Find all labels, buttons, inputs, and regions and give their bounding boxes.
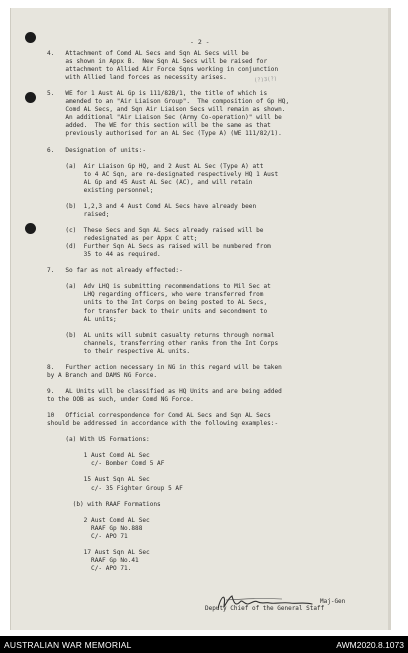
document-line	[47, 275, 377, 283]
document-line	[47, 219, 377, 227]
document-line	[47, 509, 377, 517]
document-line: redesignated as per Appx C att;	[47, 235, 198, 243]
document-line: existing personnel;	[47, 186, 154, 194]
document-line	[47, 428, 377, 436]
document-line: with Allied land forces as necessity arises.	[47, 74, 227, 82]
document-line: (c) These Secs and Sqn AL Secs already raised will be	[47, 227, 264, 235]
document-line: 15 Aust Sqn AL Sec	[47, 476, 150, 484]
document-line: c/- 35 Fighter Group 5 AF	[47, 484, 183, 492]
document-line: to their respective AL units.	[47, 347, 191, 355]
document-line: should be addressed in accordance with the following examples:-	[47, 420, 279, 428]
document-line	[47, 324, 377, 332]
document-line	[47, 259, 377, 267]
document-line: 6. Designation of units:-	[47, 146, 147, 154]
document-line: (a) With US Formations:	[47, 436, 150, 444]
document-line: as shown in Appx B. New Sqn AL Secs will be raised for	[47, 58, 268, 66]
footer-accession-number: AWM2020.8.1073	[336, 640, 404, 650]
document-line: c/- Bomber Comd 5 AF	[47, 460, 165, 468]
document-line: 5. WE for 1 Aust AL Gp is 111/82B/1, the title of which is	[47, 90, 268, 98]
document-line: by A Branch and DAMS NG Force.	[47, 371, 158, 379]
document-line: units to the Int Corps on being posted to AL Secs,	[47, 299, 268, 307]
document-line: 4. Attachment of Comd AL Secs and Sqn AL Secs will be	[47, 50, 249, 57]
document-line: 8. Further action necessary in NG in this regard will be taken	[47, 363, 282, 371]
document-line: to the OOB as such, under Comd NG Force.	[47, 396, 194, 404]
document-line: 1 Aust Comd AL Sec	[47, 452, 150, 460]
document-line: RAAF Gp No.888	[47, 524, 143, 532]
document-line: to 4 AC Sqn, are re-designated respectively HQ 1 Aust	[47, 170, 279, 178]
document-line: 35 to 44 as required.	[47, 251, 161, 259]
document-line: amended to an "Air Liaison Group". The composition of Gp HQ,	[47, 98, 290, 106]
document-line: added. The WE for this section will be the same as that	[47, 122, 271, 130]
document-line: LHQ regarding officers, who were transferred from	[47, 291, 264, 299]
footer-bar	[0, 636, 408, 653]
document-line: for transfer back to their units and secondment to	[47, 307, 268, 315]
document-line: Comd AL Secs, and Sqn Air Liaison Secs will remain as shown.	[47, 106, 286, 114]
document-line: RAAF Gp No.41	[47, 556, 139, 564]
document-line: 9. AL Units will be classified as HQ Units and are being added	[47, 387, 282, 395]
document-line: (a) Adv LHQ is submitting recommendations to Mil Sec at	[47, 283, 271, 291]
document-line: C/- APO 71.	[47, 565, 132, 572]
document-body	[47, 50, 377, 573]
document-line	[47, 380, 377, 388]
document-line: (b) AL units will submit casualty returns through normal	[47, 331, 275, 339]
document-line: 17 Aust Sqn AL Sec	[47, 548, 150, 556]
document-line: C/- APO 71	[47, 532, 128, 540]
document-line	[47, 493, 377, 501]
binder-hole	[25, 92, 36, 103]
document-line: (a) Air Liaison Gp HQ, and 2 Aust AL Sec (Type A) att	[47, 162, 264, 170]
document-line: previously authorised for an AL Sec (Type A) (WE 111/82/1).	[47, 130, 282, 138]
document-line: channels, transferring other ranks from the Int Corps	[47, 339, 279, 347]
page-number: - 2 -	[190, 38, 210, 46]
document-line	[47, 541, 377, 549]
document-line	[47, 356, 377, 364]
document-line	[47, 444, 377, 452]
document-line: attachment to Allied Air Force Sqns working in conjunction	[47, 66, 279, 74]
document-line: 7. So far as not already effected:-	[47, 267, 183, 275]
document-line: raised;	[47, 210, 110, 218]
document-line: AL units;	[47, 315, 117, 323]
document-line	[47, 195, 377, 203]
document-line	[47, 404, 377, 412]
document-line	[47, 82, 377, 90]
document-line	[47, 468, 377, 476]
document-line: (d) Further Sqn AL Secs as raised will be numbered from	[47, 243, 271, 251]
document-line: 10 Official correspondence for Comd AL Secs and Sqn AL Secs	[47, 412, 271, 420]
binder-hole	[25, 32, 36, 43]
document-line: (b) 1,2,3 and 4 Aust Comd AL Secs have already been	[47, 202, 257, 210]
document-line: (b) with RAAF Formations	[47, 500, 161, 508]
document-line	[47, 155, 377, 163]
signature-title: Deputy Chief of the General Staff	[205, 605, 325, 612]
margin-annotation: (?)3(?)	[253, 76, 278, 84]
document-line: 2 Aust Comd AL Sec	[47, 516, 150, 524]
binder-hole	[25, 223, 36, 234]
document-line: AL Gp and 45 Aust AL Sec (AC), and will retain	[47, 178, 253, 186]
document-line: An additional "Air Liaison Sec (Army Co-operation)" will be	[47, 114, 282, 122]
document-line	[47, 139, 377, 147]
signature-rank: Maj-Gen	[320, 598, 346, 605]
footer-institution: AUSTRALIAN WAR MEMORIAL	[4, 640, 132, 650]
